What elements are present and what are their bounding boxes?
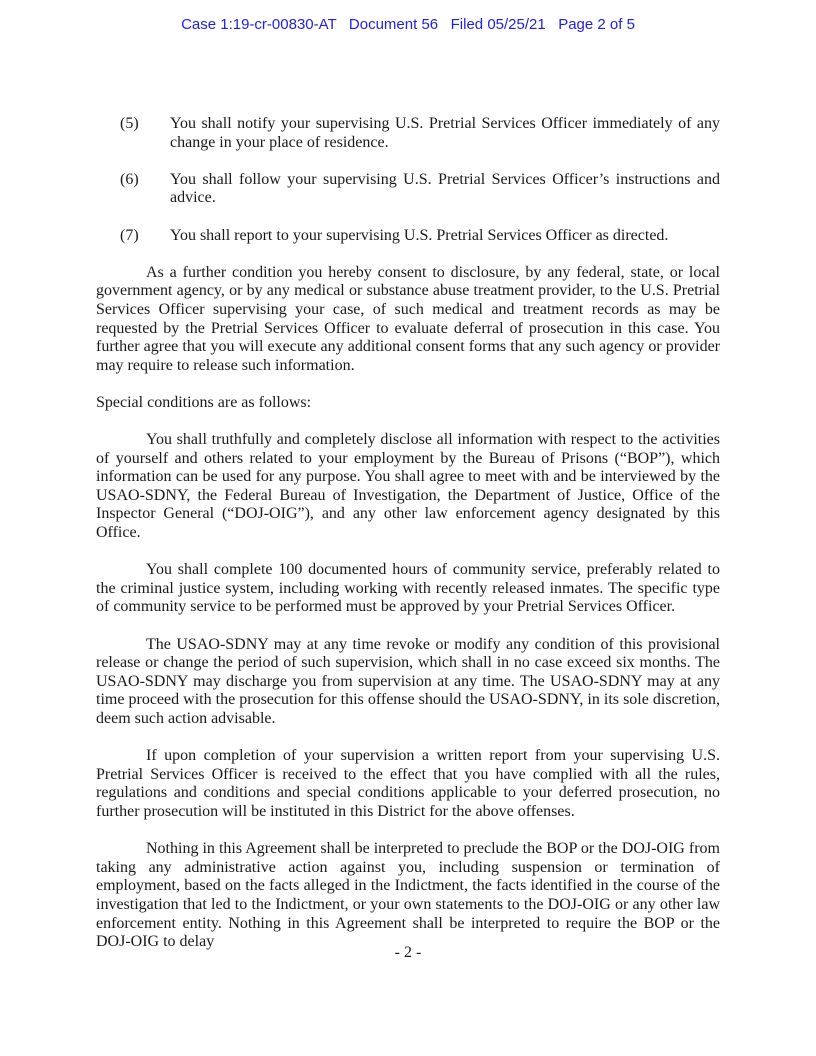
condition-item-5	[96, 115, 720, 152]
condition-text: You shall notify your supervising U.S. Pretrial Services Officer immediately of any change in your place of residence.	[170, 115, 720, 151]
paragraph-usao-revoke-modify: The USAO-SDNY may at any time revoke or modify any condition of this provisional release or change the period of such supervision, which shall in no case exceed six months. The USAO-SDNY may discharge you from supervision at any time. The USAO-SDNY may at any time proceed with the prosecution for this offense should the USAO-SDNY, in its sole discretion, deem such action advisable.	[96, 635, 720, 727]
paragraph-completion-report: If upon completion of your supervision a written report from your supervising U.S. Pretrial Services Officer is received to the effect that you have complied with all the rules, regulations and conditions and special conditions applicable to your deferred prosecution, no further prosecution will be instituted in this District for the above offenses.	[96, 747, 720, 820]
paragraph-consent-disclosure: As a further condition you hereby consent to disclosure, by any federal, state, or local government agency, or by any medical or substance abuse treatment provider, to the U.S. Pretrial Services Officer supervising your case, of such medical and treatment records as may be requested by the Pretrial Services Officer to evaluate deferral of prosecution in this case. You further agree that you will execute any additional consent forms that any such agency or provider may require to release such information.	[96, 263, 720, 374]
condition-item-6	[96, 171, 720, 208]
case-filing-stamp: Case 1:19-cr-00830-AT Document 56 Filed 05/25/21 Page 2 of 5	[181, 16, 635, 33]
paragraph-community-service: You shall complete 100 documented hours of community service, preferably related to the criminal justice system, including working with recently released inmates. The specific type of community service to be performed must be approved by your Pretrial Services Officer.	[96, 561, 720, 616]
document-body	[96, 115, 720, 970]
paragraph-bop-doj-oig: Nothing in this Agreement shall be interpreted to preclude the BOP or the DOJ-OIG from taking any administrative action against you, including suspension or termination of employment, based on the facts alleged in the Indictment, the facts identified in the course of the investigation that led to the Indictment, or your own statements to the DOJ-OIG or any other law enforcement entity. Nothing in this Agreement shall be interpreted to require the BOP or the DOJ-OIG to delay	[96, 840, 720, 951]
condition-text: You shall report to your supervising U.S. Pretrial Services Officer as directed.	[170, 226, 669, 244]
paragraph-special-conditions-heading: Special conditions are as follows:	[96, 393, 312, 411]
condition-number: (7)	[120, 226, 139, 244]
condition-text: You shall follow your supervising U.S. Pretrial Services Officer’s instructions and advice.	[170, 170, 720, 207]
page-number: - 2 -	[394, 944, 422, 961]
condition-number: (5)	[120, 115, 139, 132]
condition-item-7	[96, 227, 720, 246]
condition-number: (6)	[120, 170, 139, 188]
paragraph-disclose-information: You shall truthfully and completely disclose all information with respect to the activities of yourself and others related to your employment by the Bureau of Prisons (“BOP”), which information can be used for any purpose. You shall agree to meet with and be interviewed by the USAO-SDNY, the Federal Bureau of Investigation, the Department of Justice, Office of the Inspector General (“DOJ-OIG”), and any other law enforcement agency designated by this Office.	[96, 431, 720, 542]
